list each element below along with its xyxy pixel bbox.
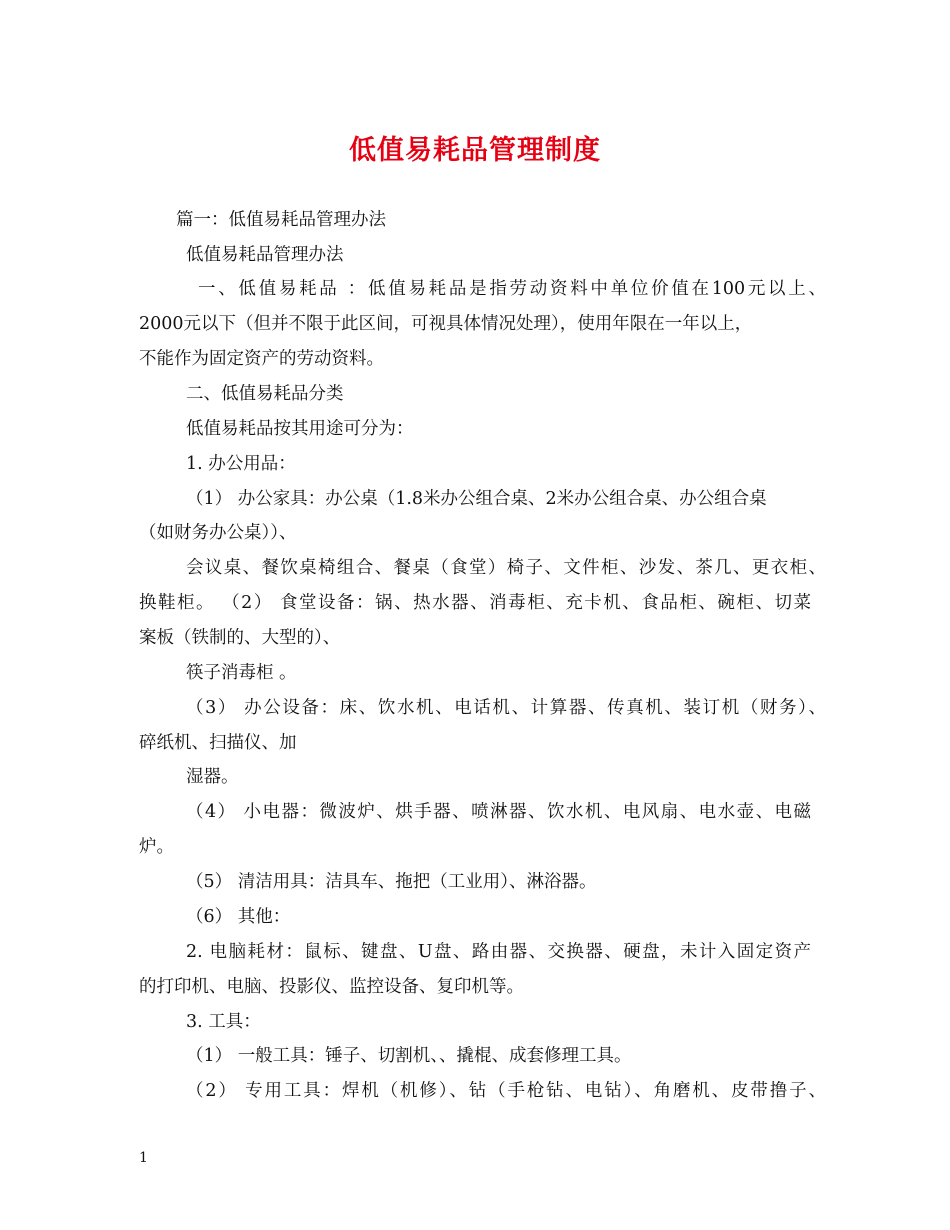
text-line: 换鞋柜。 （2） 食堂设备：锅、热水器、消毒柜、充卡机、食品柜、碗柜、切菜 [139, 593, 811, 613]
text-line: 3. 工具： [186, 1012, 261, 1032]
text-line: 篇一：低值易耗品管理办法 [176, 210, 386, 230]
text-line: 碎纸机、扫描仪、加 [139, 733, 297, 753]
text-line: 一、低值易耗品 ：低值易耗品是指劳动资料中单位价值在100元以上、 [198, 279, 826, 299]
document-title: 低值易耗品管理制度 [349, 135, 601, 166]
text-line: 湿器。 [186, 767, 239, 787]
text-line: 2. 电脑耗材：鼠标、键盘、U盘、路由器、交换器、硬盘，未计入固定资产 [186, 942, 811, 962]
text-line: 筷子消毒柜 。 [186, 663, 297, 683]
text-line: 案板（铁制的、大型的）、 [139, 628, 341, 648]
text-line: 1. 办公用品： [186, 454, 296, 474]
text-line: 不能作为固定资产的劳动资料。 [139, 349, 384, 369]
text-line: 的打印机、电脑、投影仪、监控设备、复印机等。 [139, 977, 524, 997]
text-line: 2000元以下（但并不限于此区间，可视具体情况处理），使用年限在一年以上， [139, 314, 753, 334]
text-line: （5） 清洁用具：洁具车、拖把（工业用）、淋浴器。 [186, 872, 597, 892]
text-line: 炉。 [139, 837, 174, 857]
text-line: （6） 其他： [186, 907, 291, 927]
text-line: （1） 办公家具：办公桌（1.8米办公组合桌、2米办公组合桌、办公组合桌 [186, 489, 767, 509]
text-line: （2） 专用工具：焊机（机修）、钻（手枪钻、电钻）、角磨机、皮带撸子、 [186, 1081, 826, 1101]
text-line: 低值易耗品管理办法 [186, 245, 344, 265]
text-line: 二、低值易耗品分类 [186, 384, 344, 404]
page-number: 1 [139, 1150, 148, 1166]
text-line: （4） 小电器：微波炉、烘手器、喷淋器、饮水机、电风扇、电水壶、电磁 [186, 802, 811, 822]
text-line: （1） 一般工具：锤子、切割机、、撬棍、成套修理工具。 [186, 1046, 632, 1066]
text-line: 会议桌、餐饮桌椅组合、餐桌（食堂）椅子、文件柜、沙发、茶几、更衣柜、 [186, 558, 826, 578]
text-line: （如财务办公桌））、 [139, 523, 297, 543]
text-line: 低值易耗品按其用途可分为： [186, 419, 414, 439]
text-line: （3） 办公设备：床、饮水机、电话机、计算器、传真机、装订机（财务）、 [186, 698, 826, 718]
